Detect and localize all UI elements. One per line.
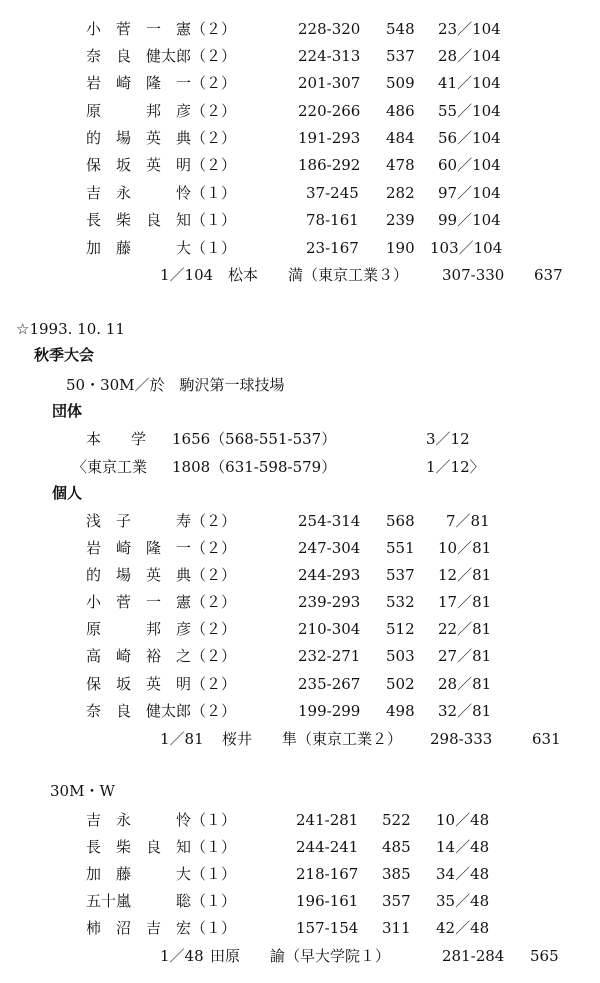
women-section-label: 30M・W: [50, 782, 115, 800]
venue-info: 50・30M／於 駒沢第一球技場: [66, 376, 285, 394]
meet-date: ☆1993. 10. 11: [16, 320, 125, 338]
individual-section-label: 個人: [52, 484, 83, 502]
event-title: 秋季大会: [34, 346, 95, 364]
team-section-label: 団体: [52, 402, 83, 420]
